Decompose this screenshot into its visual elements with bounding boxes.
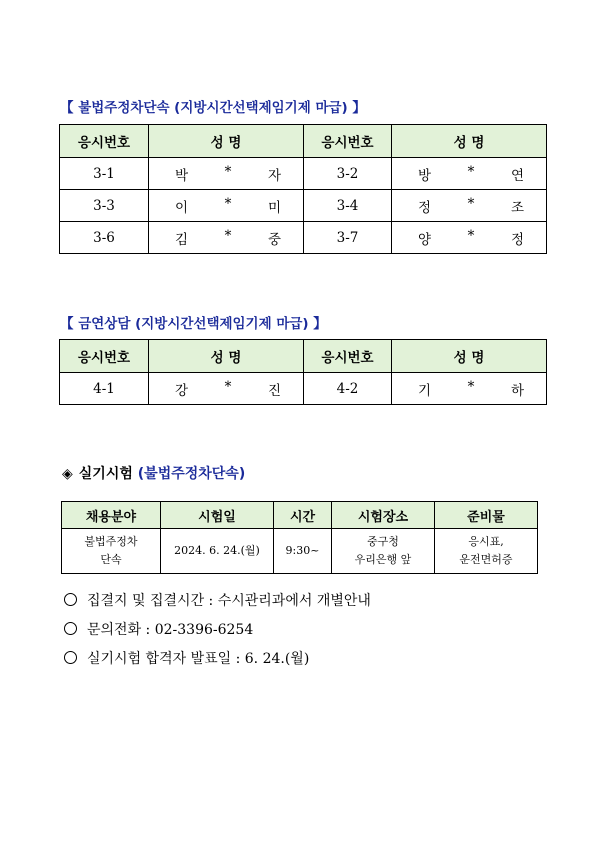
applicant-no: 4-1 (60, 373, 149, 405)
applicant-no: 3-1 (60, 158, 149, 190)
header-items: 준비물 (435, 502, 538, 529)
header-applicant-no: 응시번호 (60, 125, 149, 158)
applicant-name: 방 * 연 (392, 158, 547, 190)
note-announcement: 실기시험 합격자 발표일 : 6. 24.(월) (64, 648, 309, 668)
table-header-row (60, 340, 547, 373)
parking-applicants-table (59, 124, 547, 254)
applicant-name: 김 * 중 (149, 222, 304, 254)
header-applicant-no: 응시번호 (60, 340, 149, 373)
header-field: 채용분야 (62, 502, 161, 529)
table-header-row (60, 125, 547, 158)
exam-title-main: 실기시험 (78, 466, 138, 482)
header-exam-date: 시험일 (161, 502, 274, 529)
applicant-name: 양 * 정 (392, 222, 547, 254)
applicant-no: 3-6 (60, 222, 149, 254)
circle-bullet-icon (64, 622, 77, 635)
table-header-row (62, 502, 538, 529)
applicant-no: 3-3 (60, 190, 149, 222)
applicant-name: 박 * 자 (149, 158, 304, 190)
header-name: 성 명 (149, 125, 304, 158)
practical-exam-title (62, 463, 245, 483)
applicant-no: 3-2 (304, 158, 392, 190)
exam-place: 중구청 우리은행 앞 (332, 529, 435, 574)
header-time: 시간 (274, 502, 332, 529)
applicant-name: 정 * 조 (392, 190, 547, 222)
note-phone: 문의전화 : 02-3396-6254 (64, 619, 253, 639)
header-name: 성 명 (149, 340, 304, 373)
exam-date: 2024. 6. 24.(월) (161, 529, 274, 574)
exam-title-field: (불법주정차단속) (137, 466, 246, 482)
table-row (60, 373, 547, 405)
section-title-parking: 【 불법주정차단속 (지방시간선택제임기제 마급) 】 (60, 100, 366, 116)
table-row (60, 222, 547, 254)
header-name: 성 명 (392, 340, 547, 373)
applicant-no: 4-2 (304, 373, 392, 405)
header-applicant-no: 응시번호 (304, 340, 392, 373)
circle-bullet-icon (64, 651, 77, 664)
applicant-no: 3-7 (304, 222, 392, 254)
diamond-bullet-icon: ◈ (62, 466, 73, 482)
section-title-smoking-cessation: 【 금연상담 (지방시간선택제임기제 마급) 】 (60, 316, 327, 332)
exam-items: 응시표, 운전면허증 (435, 529, 538, 574)
note-gathering: 집결지 및 집결시간 : 수시관리과에서 개별안내 (64, 590, 371, 610)
circle-bullet-icon (64, 593, 77, 606)
header-name: 성 명 (392, 125, 547, 158)
exam-time: 9:30~ (274, 529, 332, 574)
applicant-name: 이 * 미 (149, 190, 304, 222)
applicant-name: 기 * 하 (392, 373, 547, 405)
header-applicant-no: 응시번호 (304, 125, 392, 158)
table-row (62, 529, 538, 574)
practical-exam-table (61, 501, 538, 574)
header-exam-place: 시험장소 (332, 502, 435, 529)
smoking-applicants-table (59, 339, 547, 405)
table-row (60, 158, 547, 190)
applicant-no: 3-4 (304, 190, 392, 222)
applicant-name: 강 * 진 (149, 373, 304, 405)
exam-field: 불법주정차 단속 (62, 529, 161, 574)
table-row (60, 190, 547, 222)
